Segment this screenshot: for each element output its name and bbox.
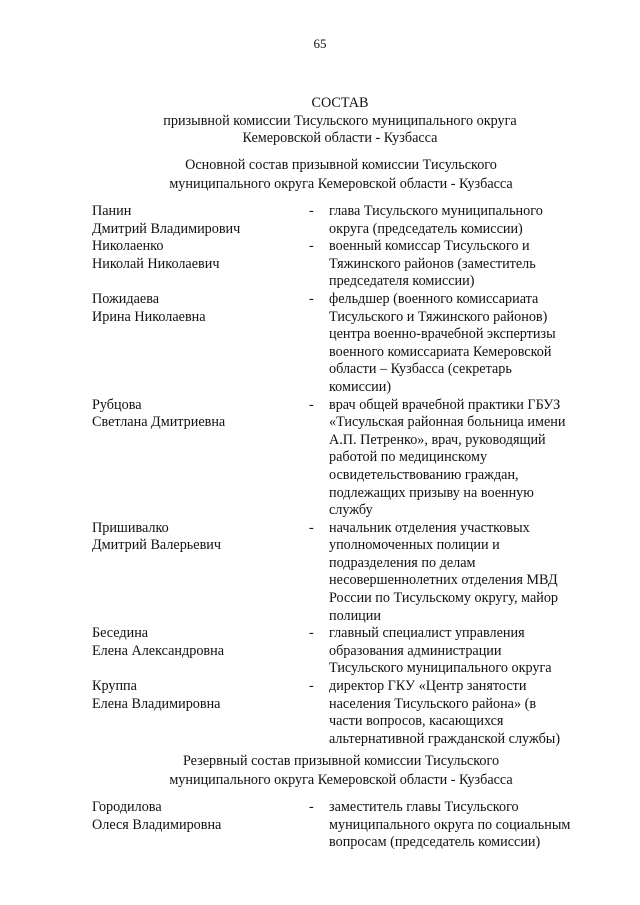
member-name — [92, 625, 224, 660]
position-line: военный комиссар Тисульского и — [329, 238, 530, 255]
member-entry — [0, 520, 640, 626]
member-given-name: Олеся Владимировна — [92, 816, 222, 833]
position-line: несовершеннолетних отделения МВД — [329, 572, 558, 589]
member-entry — [0, 238, 640, 291]
position-line: освидетельствованию граждан, — [329, 466, 519, 483]
member-entry — [0, 625, 640, 678]
member-name — [92, 291, 206, 326]
member-surname: Пришивалко — [92, 519, 169, 536]
position-line: части вопросов, касающихся — [329, 713, 504, 730]
member-surname: Рубцова — [92, 396, 142, 413]
member-surname: Беседина — [92, 625, 149, 642]
main-heading-line-1: Основной состав призывной комиссии Тисульского — [185, 157, 497, 173]
position-line: муниципального округа по социальным — [329, 816, 571, 833]
reserve-roster — [0, 799, 640, 852]
separator-dash: - — [309, 678, 314, 695]
title-line-3: Кемеровской области - Кузбасса — [242, 130, 438, 146]
member-position — [329, 203, 640, 238]
separator-dash: - — [309, 519, 314, 536]
member-surname: Круппа — [92, 678, 137, 695]
member-given-name: Светлана Дмитриевна — [92, 414, 226, 431]
member-name — [92, 520, 221, 555]
reserve-heading-line-1: Резервный состав призывной комиссии Тисульского — [182, 753, 500, 769]
reserve-section-heading — [0, 752, 640, 789]
member-entry — [0, 203, 640, 238]
member-entry — [0, 397, 640, 520]
member-position — [329, 238, 640, 291]
position-line: работой по медицинскому — [329, 449, 488, 466]
position-line: уполномоченных полиции и — [329, 537, 500, 554]
member-given-name: Елена Александровна — [92, 642, 224, 659]
title-line-1: СОСТАВ — [311, 95, 369, 111]
position-line: заместитель главы Тисульского — [329, 799, 519, 815]
position-line: области – Кузбасса (секретарь — [329, 361, 512, 378]
document-title — [0, 95, 640, 148]
position-line: альтернативной гражданской службы) — [329, 730, 561, 747]
position-line: населения Тисульского района» (в — [329, 695, 537, 712]
main-section-heading — [0, 156, 640, 193]
page-number: 65 — [313, 36, 327, 51]
member-name — [92, 678, 220, 713]
separator-dash: - — [309, 290, 314, 307]
member-position — [329, 291, 640, 397]
main-heading-line-2: муниципального округа Кемеровской области - Кузбасса — [169, 175, 513, 192]
member-entry — [0, 291, 640, 397]
separator-dash: - — [309, 203, 314, 219]
member-given-name: Дмитрий Валерьевич — [92, 537, 221, 554]
position-line: директор ГКУ «Центр занятости — [329, 678, 527, 695]
member-entry — [0, 678, 640, 748]
position-line: врач общей врачебной практики ГБУЗ — [329, 396, 561, 413]
separator-dash: - — [309, 396, 314, 413]
member-given-name: Дмитрий Владимирович — [92, 220, 241, 237]
position-line: полиции — [329, 607, 381, 624]
position-line: центра военно-врачебной экспертизы — [329, 326, 556, 343]
title-line-2: призывной комиссии Тисульского муниципального округа — [163, 112, 517, 129]
member-position — [329, 520, 640, 626]
position-line: глава Тисульского муниципального — [329, 203, 543, 219]
position-line: А.П. Петренко», врач, руководящий — [329, 431, 546, 448]
member-surname: Панин — [92, 203, 132, 219]
member-position — [329, 799, 640, 852]
member-name — [92, 238, 219, 273]
position-line: службу — [329, 502, 373, 519]
member-name — [92, 397, 225, 432]
separator-dash: - — [309, 625, 314, 642]
position-line: фельдшер (военного комиссариата — [329, 290, 539, 307]
position-line: Тисульского муниципального округа — [329, 660, 552, 677]
member-surname: Пожидаева — [92, 290, 160, 307]
member-given-name: Елена Владимировна — [92, 695, 221, 712]
separator-dash: - — [309, 238, 314, 255]
position-line: образования администрации — [329, 642, 502, 659]
reserve-heading-line-2: муниципального округа Кемеровской области - Кузбасса — [169, 771, 513, 788]
position-line: главный специалист управления — [329, 625, 525, 642]
member-surname: Городилова — [92, 799, 162, 815]
position-line: Тяжинского районов (заместитель — [329, 255, 536, 272]
position-line: России по Тисульскому округу, майор — [329, 590, 559, 607]
position-line: округа (председатель комиссии) — [329, 220, 523, 237]
position-line: военного комиссариата Кемеровской — [329, 343, 552, 360]
main-roster — [0, 203, 640, 748]
position-line: подлежащих призыву на военную — [329, 484, 534, 501]
position-line: Тисульского и Тяжинского районов) — [329, 308, 548, 325]
member-position — [329, 397, 640, 520]
position-line: комиссии) — [329, 378, 392, 395]
position-line: председателя комиссии) — [329, 273, 475, 290]
position-line: подразделения по делам — [329, 554, 476, 571]
member-name — [92, 203, 240, 238]
member-given-name: Николай Николаевич — [92, 255, 220, 272]
member-entry — [0, 799, 640, 852]
member-name — [92, 799, 221, 834]
member-position — [329, 625, 640, 678]
member-position — [329, 678, 640, 748]
position-line: начальник отделения участковых — [329, 519, 530, 536]
separator-dash: - — [309, 799, 314, 815]
member-surname: Николаенко — [92, 238, 164, 255]
position-line: вопросам (председатель комиссии) — [329, 834, 541, 851]
position-line: «Тисульская районная больница имени — [329, 414, 566, 431]
member-given-name: Ирина Николаевна — [92, 308, 206, 325]
